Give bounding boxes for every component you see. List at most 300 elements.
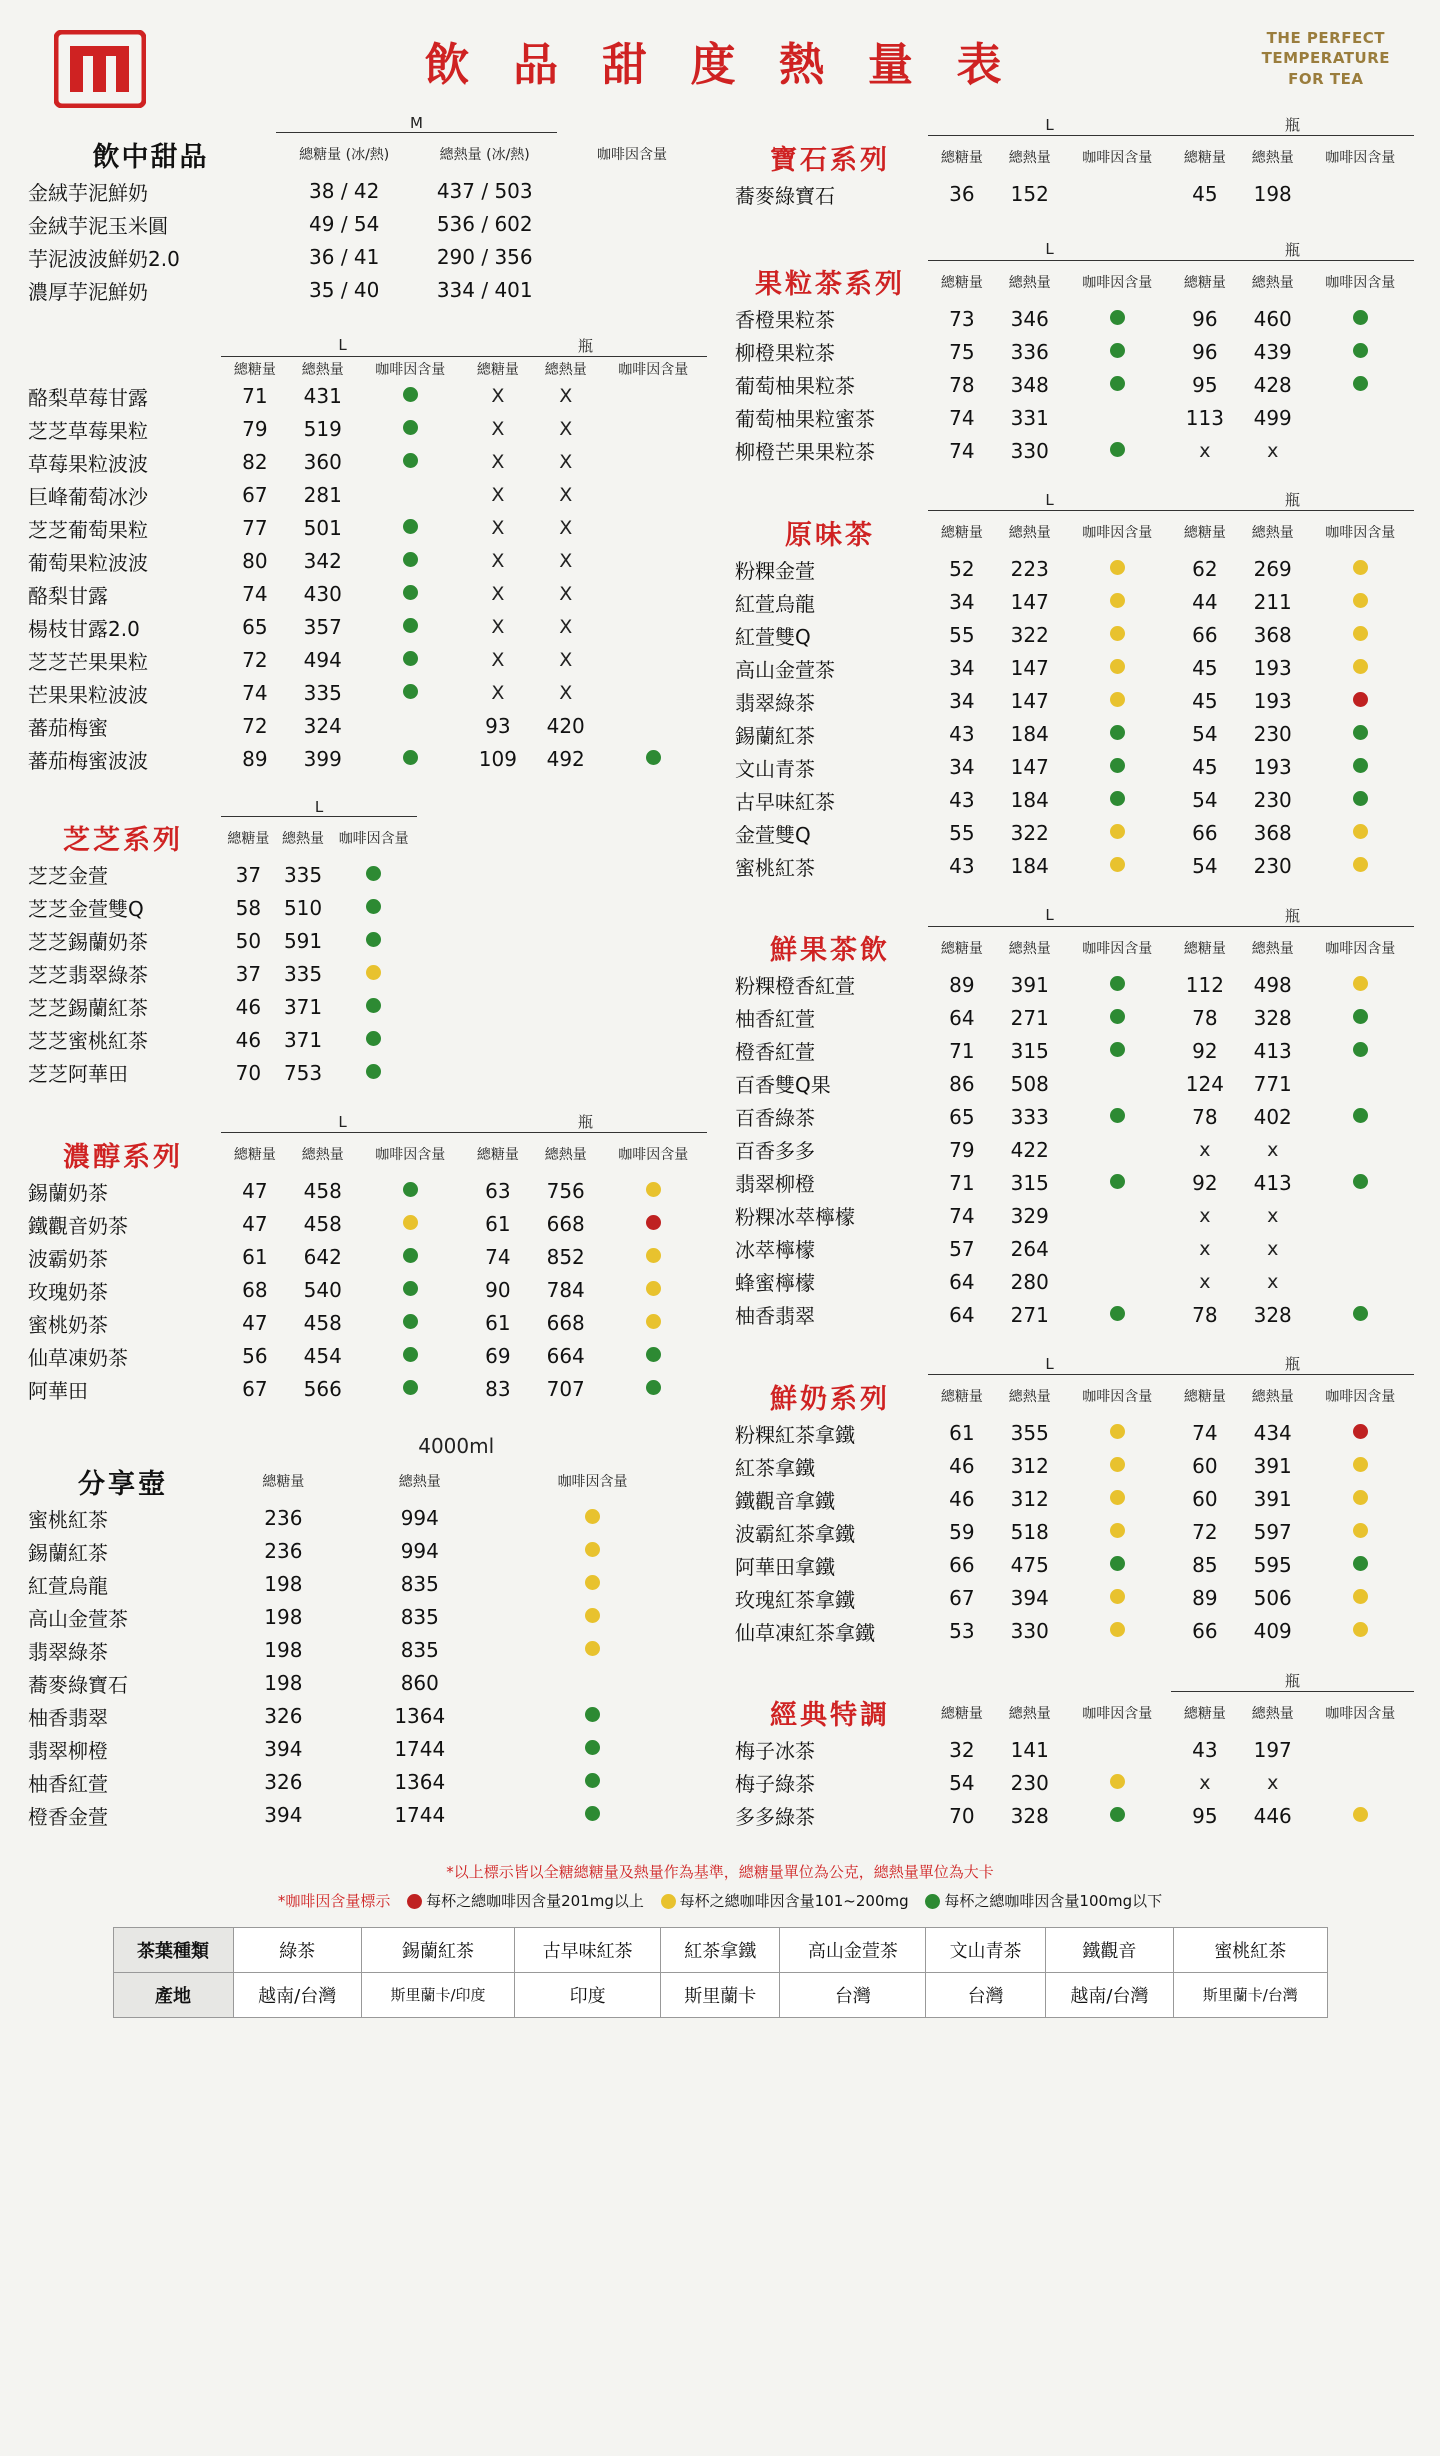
- col-header-caffeine-bottle: 咖啡因含量: [618, 361, 689, 378]
- caffeine-dot-icon: [1110, 659, 1125, 674]
- item-name: 百香綠茶: [735, 1106, 815, 1130]
- section-original: [733, 489, 1414, 883]
- item-sugar-bottle: 113: [1185, 405, 1224, 430]
- size-label-l: L: [338, 336, 347, 354]
- item-name: 梅子綠茶: [735, 1772, 815, 1796]
- table-classic: [733, 1670, 1414, 1833]
- tagline-line-3: FOR TEA: [1288, 69, 1364, 88]
- table-row: [26, 611, 707, 644]
- col-header-caffeine: 咖啡因含量: [338, 830, 409, 847]
- item-name: 多多綠茶: [735, 1805, 815, 1829]
- item-calorie: 860: [400, 1671, 439, 1695]
- caffeine-dot-icon: [403, 420, 418, 435]
- item-sugar-bottle: 45: [1192, 689, 1218, 713]
- item-caffeine-indicator-bottle: [1307, 1133, 1414, 1166]
- item-calorie: 281: [303, 483, 342, 507]
- item-caffeine-indicator-bottle: [1307, 619, 1414, 652]
- item-name: 橙香金萱: [28, 1804, 108, 1829]
- item-sugar: 326: [264, 1704, 303, 1728]
- table-zhizhi: [26, 798, 707, 1090]
- item-name: 巨峰葡萄冰沙: [28, 484, 148, 509]
- item-calorie: 315: [1010, 1038, 1049, 1063]
- caffeine-dot-icon: [1110, 976, 1125, 991]
- caffeine-dot-icon: [1110, 758, 1125, 773]
- item-name: 柚香紅萱: [28, 1771, 108, 1796]
- col-header-sugar: 總糖量: [940, 525, 983, 542]
- item-calorie: 335: [303, 681, 342, 705]
- caffeine-yellow-dot-icon: [661, 1894, 676, 1909]
- item-calorie: 357: [303, 615, 342, 639]
- item-name: 葡萄果粒波波: [28, 550, 148, 575]
- item-caffeine-indicator: [330, 957, 417, 990]
- item-sugar-bottle: X: [491, 550, 505, 572]
- item-name: 金絨芋泥鮮奶: [28, 180, 148, 205]
- item-caffeine-indicator: [357, 1241, 464, 1274]
- table-row: [26, 175, 707, 208]
- item-caffeine-indicator: [357, 1274, 464, 1307]
- item-calorie: 591: [283, 928, 323, 953]
- item-sugar: 55: [949, 821, 975, 845]
- caffeine-dot-icon: [366, 998, 381, 1013]
- caffeine-dot-icon: [585, 1608, 600, 1623]
- page-title: 飲 品 甜 度 熱 量 表: [424, 38, 1016, 91]
- caffeine-dot-icon: [1353, 376, 1368, 391]
- item-caffeine-indicator: [357, 479, 464, 512]
- table-row: [26, 1535, 707, 1568]
- item-caffeine-indicator-bottle: [1307, 1001, 1414, 1034]
- item-calorie-bottle: 506: [1253, 1586, 1292, 1610]
- caffeine-dot-icon: [1353, 593, 1368, 608]
- item-sugar-bottle: X: [491, 616, 505, 638]
- section-title-share: 分享壺: [78, 1468, 168, 1500]
- item-caffeine-indicator-bottle: [600, 380, 707, 413]
- item-calorie-bottle: 707: [546, 1377, 585, 1401]
- item-name: 橙香紅萱: [735, 1040, 815, 1064]
- item-sugar: 46: [949, 1487, 975, 1511]
- size-label-bottle: 瓶: [1284, 240, 1300, 259]
- item-caffeine-indicator-bottle: [600, 446, 707, 479]
- item-calorie-bottle: 771: [1253, 1071, 1292, 1096]
- item-sugar: 236: [264, 1539, 303, 1563]
- tea-type-cell: 高山金萱茶: [780, 1928, 926, 1973]
- section-title-nongchun: 濃醇系列: [63, 1141, 183, 1173]
- col-header-calorie: 總熱量: [1008, 525, 1051, 542]
- item-caffeine-indicator: [357, 1175, 464, 1208]
- item-sugar: 82: [242, 450, 268, 474]
- caffeine-dot-icon: [366, 1064, 381, 1079]
- item-sugar-bottle: 72: [1192, 1520, 1218, 1544]
- col-header-calorie-bottle: 總熱量: [1251, 150, 1294, 167]
- item-name: 阿華田拿鐵: [735, 1554, 835, 1579]
- item-caffeine-indicator: [494, 1502, 692, 1535]
- item-caffeine-indicator: [1064, 1799, 1171, 1832]
- col-header-sugar-ih: 總糖量 (冰/熱): [299, 147, 390, 164]
- tea-type-cell: 鐵觀音: [1045, 1928, 1173, 1973]
- table-dessert-header: [26, 356, 707, 380]
- table-row: [26, 512, 707, 545]
- size-label-m: M: [410, 114, 423, 132]
- item-name: 芝芝翡翠綠茶: [28, 963, 148, 987]
- table-row: [733, 1799, 1414, 1832]
- item-name: 草莓果粒波波: [28, 451, 148, 476]
- item-caffeine-indicator: [1064, 1067, 1171, 1100]
- col-header-calorie: 總熱量: [1008, 150, 1051, 167]
- item-caffeine-indicator-bottle: [1307, 1733, 1414, 1766]
- item-calorie-bottle: 492: [546, 747, 585, 771]
- item-caffeine-indicator: [494, 1535, 692, 1568]
- caffeine-dot-icon: [1110, 824, 1125, 839]
- col-header-sugar: 總糖量: [227, 830, 270, 847]
- col-header-calorie: 總熱量: [398, 1474, 441, 1490]
- col-header-sugar-bottle: 總糖量: [1183, 940, 1226, 957]
- item-caffeine-indicator: [1064, 1232, 1171, 1265]
- item-caffeine-indicator-bottle: [600, 743, 707, 776]
- item-calorie: 264: [1010, 1236, 1049, 1261]
- item-sugar: 67: [949, 1586, 975, 1610]
- item-calorie: 519: [303, 417, 342, 441]
- item-calorie-bottle: 230: [1253, 788, 1292, 812]
- item-calorie: 394: [1010, 1586, 1049, 1610]
- item-calorie-bottle: x: [1267, 1138, 1279, 1161]
- table-fruit-grain: [733, 239, 1414, 468]
- table-share-size-row: [26, 1434, 707, 1460]
- tea-origin-label: 產地: [113, 1973, 233, 2018]
- caffeine-dot-icon: [1110, 1589, 1125, 1604]
- table-dessert-size-row: [26, 335, 707, 357]
- item-caffeine-indicator: [1064, 553, 1171, 586]
- item-sugar-bottle: 45: [1192, 656, 1218, 680]
- item-name: 葡萄柚果粒蜜茶: [735, 407, 875, 431]
- item-sugar-bottle: x: [1199, 1237, 1211, 1260]
- item-sugar-bottle: X: [491, 484, 505, 506]
- item-name: 錫蘭紅茶: [28, 1540, 108, 1565]
- item-calorie: 315: [1010, 1170, 1049, 1195]
- item-caffeine-indicator-bottle: [600, 479, 707, 512]
- item-name: 葡萄柚果粒茶: [735, 374, 855, 398]
- item-sugar: 64: [949, 1005, 975, 1030]
- item-caffeine-indicator: [357, 611, 464, 644]
- item-caffeine-indicator: [1064, 1199, 1171, 1232]
- table-row: [733, 368, 1414, 401]
- legend-red-text: 每杯之總咖啡因含量201mg以上: [426, 1891, 644, 1910]
- table-row: [26, 1667, 707, 1700]
- item-calorie-bottle: 269: [1253, 557, 1292, 581]
- size-label-bottle: 瓶: [1284, 1671, 1300, 1690]
- caffeine-dot-icon: [403, 684, 418, 699]
- item-name: 紅茶拿鐵: [735, 1455, 815, 1480]
- section-classic: [733, 1670, 1414, 1833]
- caffeine-dot-icon: [1353, 310, 1368, 325]
- item-sugar-bottle: 85: [1192, 1553, 1218, 1577]
- item-calorie: 360: [303, 450, 342, 474]
- table-row: [733, 817, 1414, 850]
- item-name: 翡翠綠茶: [735, 690, 815, 715]
- item-sugar: 55: [949, 623, 975, 647]
- table-row: [26, 1023, 707, 1056]
- caffeine-dot-icon: [1353, 343, 1368, 358]
- page-header: [26, 22, 1414, 114]
- item-sugar: 58: [235, 895, 262, 920]
- item-calorie-bottle: 230: [1253, 854, 1292, 878]
- item-sugar: 37: [235, 862, 262, 887]
- tea-origin-cell: 越南/台灣: [1045, 1973, 1173, 2018]
- caffeine-dot-icon: [1110, 593, 1125, 608]
- item-caffeine-indicator: [1064, 1298, 1171, 1331]
- item-caffeine-indicator: [357, 710, 464, 743]
- item-calorie: 184: [1010, 854, 1049, 878]
- item-caffeine-indicator: [494, 1733, 692, 1766]
- item-calorie-bottle: 664: [546, 1344, 585, 1368]
- size-label-l: L: [1045, 490, 1054, 509]
- item-name: 芝芝錫蘭奶茶: [28, 930, 148, 954]
- col-header-caffeine-bottle: 咖啡因含量: [1325, 274, 1396, 291]
- item-name: 芝芝芒果果粒: [28, 649, 148, 674]
- item-sugar-bottle: X: [491, 583, 505, 605]
- item-calorie: 422: [1010, 1137, 1049, 1162]
- table-row: [26, 545, 707, 578]
- table-row: [733, 1199, 1414, 1232]
- item-name: 柚香紅萱: [735, 1007, 815, 1031]
- caffeine-dot-icon: [1110, 791, 1125, 806]
- item-sugar-bottle: x: [1199, 1138, 1211, 1161]
- caffeine-dot-icon: [1353, 1523, 1368, 1538]
- item-sugar: 71: [949, 1038, 975, 1063]
- item-calorie: 147: [1010, 755, 1049, 779]
- caffeine-dot-icon: [1353, 791, 1368, 806]
- item-caffeine-indicator-bottle: [1307, 1615, 1414, 1648]
- item-name: 梅子冰茶: [735, 1739, 815, 1763]
- item-name: 柚香翡翠: [735, 1304, 815, 1328]
- item-caffeine-indicator: [494, 1601, 692, 1634]
- caffeine-dot-icon: [403, 750, 418, 765]
- legend-yellow-text: 每杯之總咖啡因含量101~200mg: [679, 1891, 909, 1910]
- table-row: [733, 1483, 1414, 1516]
- item-calorie: 458: [303, 1311, 342, 1335]
- item-name: 翡翠柳橙: [735, 1172, 815, 1196]
- section-title-fresh-fruit: 鮮果茶飲: [770, 935, 890, 966]
- item-calorie-bottle: 211: [1253, 590, 1292, 614]
- item-calorie-bottle: 446: [1253, 1803, 1292, 1828]
- caffeine-dot-icon: [585, 1707, 600, 1722]
- item-sugar: 32: [949, 1737, 975, 1762]
- item-calorie-bottle: 852: [546, 1245, 585, 1269]
- item-calorie: 322: [1010, 623, 1049, 647]
- item-caffeine-indicator: [330, 924, 417, 957]
- caffeine-dot-icon: [403, 453, 418, 468]
- table-row: [733, 434, 1414, 467]
- caffeine-dot-icon: [646, 1314, 661, 1329]
- item-caffeine-indicator: [330, 891, 417, 924]
- item-sugar: 70: [235, 1060, 262, 1085]
- item-sugar-bottle: 61: [485, 1311, 511, 1335]
- table-zhizhi-size-row: [26, 798, 707, 817]
- caffeine-dot-icon: [585, 1641, 600, 1656]
- item-caffeine-indicator: [1064, 1450, 1171, 1483]
- item-caffeine-indicator: [357, 677, 464, 710]
- table-row: [26, 1373, 707, 1406]
- tea-origin-cell: 印度: [515, 1973, 661, 2018]
- table-row: [26, 1568, 707, 1601]
- caffeine-dot-icon: [403, 1215, 418, 1230]
- item-caffeine-indicator: [330, 990, 417, 1023]
- item-name: 楊枝甘露2.0: [28, 616, 140, 641]
- item-calorie: 437 / 503: [436, 179, 533, 203]
- item-sugar: 64: [949, 1302, 975, 1327]
- left-column: [26, 114, 707, 1844]
- item-caffeine-indicator-bottle: [1307, 401, 1414, 434]
- item-sugar: 43: [949, 722, 975, 746]
- item-caffeine-indicator-bottle: [1307, 1799, 1414, 1832]
- item-calorie-bottle: 428: [1253, 372, 1292, 397]
- item-caffeine-indicator: [1064, 968, 1171, 1001]
- item-caffeine-indicator-bottle: [600, 413, 707, 446]
- item-caffeine-indicator: [1064, 1615, 1171, 1648]
- item-name: 紅萱烏龍: [28, 1573, 108, 1598]
- caffeine-dot-icon: [403, 1182, 418, 1197]
- item-calorie-bottle: 784: [546, 1278, 585, 1302]
- item-sugar: 47: [242, 1212, 268, 1236]
- table-row: [733, 1582, 1414, 1615]
- item-sugar: 56: [242, 1344, 268, 1368]
- tea-type-row: [113, 1928, 1327, 1973]
- item-sugar: 71: [242, 384, 268, 408]
- item-sugar: 75: [949, 339, 975, 364]
- item-calorie-bottle: x: [1267, 439, 1279, 462]
- item-caffeine-indicator-bottle: [1307, 1166, 1414, 1199]
- caffeine-dot-icon: [1353, 1457, 1368, 1472]
- legend-green-text: 每杯之總咖啡因含量100mg以下: [944, 1891, 1163, 1910]
- item-calorie-bottle: 595: [1253, 1553, 1292, 1577]
- item-sugar: 66: [949, 1553, 975, 1577]
- col-header-calorie: 總熱量: [1008, 274, 1051, 291]
- section-title-original: 原味茶: [785, 519, 875, 551]
- item-caffeine-indicator: [357, 512, 464, 545]
- item-caffeine-indicator-bottle: [1307, 850, 1414, 883]
- item-name: 波霸紅茶拿鐵: [735, 1521, 855, 1546]
- col-header-caffeine-bottle: 咖啡因含量: [1325, 150, 1396, 167]
- col-header-calorie-bottle: 總熱量: [1251, 274, 1294, 291]
- caffeine-dot-icon: [585, 1575, 600, 1590]
- item-caffeine-indicator-bottle: [1307, 685, 1414, 718]
- item-caffeine-indicator: [1064, 434, 1171, 467]
- item-sugar-bottle: 112: [1185, 972, 1224, 997]
- item-caffeine-indicator: [357, 545, 464, 578]
- item-sugar: 72: [242, 648, 268, 672]
- item-caffeine-indicator-bottle: [600, 512, 707, 545]
- item-calorie-bottle: 668: [546, 1311, 585, 1335]
- item-calorie-bottle: 391: [1253, 1487, 1292, 1511]
- item-sugar: 49 / 54: [309, 212, 380, 236]
- item-name: 芝芝錫蘭紅茶: [28, 996, 148, 1020]
- item-caffeine-indicator-bottle: [1307, 1067, 1414, 1100]
- item-name: 芒果果粒波波: [28, 682, 148, 707]
- item-caffeine-indicator: [357, 1307, 464, 1340]
- table-row: [733, 1034, 1414, 1067]
- item-caffeine-indicator-bottle: [1307, 335, 1414, 368]
- item-sugar: 54: [949, 1770, 975, 1795]
- table-row: [733, 586, 1414, 619]
- item-calorie-bottle: x: [1267, 1270, 1279, 1293]
- item-sugar-bottle: 44: [1192, 590, 1218, 614]
- col-header-sugar: 總糖量: [233, 361, 276, 378]
- item-name: 高山金萱茶: [28, 1606, 128, 1631]
- item-calorie: 1744: [394, 1803, 446, 1827]
- caffeine-dot-icon: [1353, 659, 1368, 674]
- table-row: [26, 891, 707, 924]
- table-fresh-fruit-size-row: [733, 905, 1414, 927]
- item-caffeine-indicator-bottle: [1307, 1417, 1414, 1450]
- section-fresh-fruit: [733, 905, 1414, 1332]
- item-sugar-bottle: X: [491, 451, 505, 473]
- item-caffeine-indicator-bottle: [1307, 751, 1414, 784]
- caffeine-dot-icon: [1353, 976, 1368, 991]
- item-calorie-bottle: 597: [1253, 1520, 1292, 1544]
- item-caffeine-indicator-bottle: [600, 1175, 707, 1208]
- size-label-bottle: 瓶: [1284, 116, 1300, 134]
- item-sugar: 37: [235, 961, 262, 986]
- item-calorie-bottle: 328: [1253, 1005, 1292, 1030]
- item-caffeine-indicator: [1064, 1733, 1171, 1766]
- section-fresh-milk: [733, 1353, 1414, 1648]
- item-calorie-bottle: X: [559, 385, 573, 407]
- caffeine-dot-icon: [1110, 560, 1125, 575]
- size-label-bottle: 瓶: [1284, 491, 1300, 509]
- table-row: [733, 1100, 1414, 1133]
- item-caffeine-indicator-bottle: [600, 1307, 707, 1340]
- item-sugar: 73: [949, 306, 975, 331]
- item-caffeine-indicator-bottle: [1307, 1483, 1414, 1516]
- item-name: 芝芝金萱: [28, 864, 108, 888]
- col-header-sugar-bottle: 總糖量: [1183, 1389, 1226, 1406]
- item-caffeine-indicator-bottle: [600, 1340, 707, 1373]
- item-calorie-bottle: X: [559, 484, 573, 506]
- item-caffeine-indicator-bottle: [1307, 718, 1414, 751]
- item-calorie-bottle: 409: [1253, 1619, 1292, 1643]
- item-sugar: 59: [949, 1520, 975, 1544]
- caffeine-dot-icon: [403, 1281, 418, 1296]
- item-sugar-bottle: 66: [1192, 821, 1218, 845]
- item-sugar: 394: [264, 1803, 303, 1827]
- item-calorie: 147: [1010, 656, 1049, 680]
- item-calorie-bottle: X: [559, 517, 573, 539]
- item-sugar: 65: [242, 615, 268, 639]
- item-calorie: 430: [303, 582, 342, 606]
- caffeine-dot-icon: [366, 932, 381, 947]
- item-name: 金絨芋泥玉米圓: [28, 213, 168, 238]
- item-sugar: 72: [242, 714, 268, 738]
- item-name: 紅萱烏龍: [735, 591, 815, 616]
- item-sugar-bottle: 45: [1192, 182, 1218, 206]
- item-caffeine-indicator: [330, 1056, 417, 1089]
- section-title-fruit-grain: 果粒茶系列: [755, 269, 905, 300]
- item-calorie: 271: [1010, 1005, 1049, 1030]
- item-sugar-bottle: 93: [485, 714, 511, 738]
- caffeine-dot-icon: [403, 387, 418, 402]
- item-sugar: 198: [264, 1605, 303, 1629]
- table-row: [26, 1274, 707, 1307]
- item-caffeine-indicator-bottle: [600, 545, 707, 578]
- item-caffeine-indicator: [1064, 401, 1171, 434]
- item-name: 冰萃檸檬: [735, 1238, 815, 1262]
- caffeine-dot-icon: [1353, 758, 1368, 773]
- tea-origin-cell: 越南/台灣: [233, 1973, 361, 2018]
- item-name: 百香多多: [735, 1139, 815, 1163]
- item-calorie: 1744: [394, 1737, 446, 1761]
- item-caffeine-indicator-bottle: [600, 677, 707, 710]
- caffeine-dot-icon: [403, 1380, 418, 1395]
- col-header-caffeine-bottle: 咖啡因含量: [1325, 1389, 1396, 1406]
- caffeine-dot-icon: [1110, 1457, 1125, 1472]
